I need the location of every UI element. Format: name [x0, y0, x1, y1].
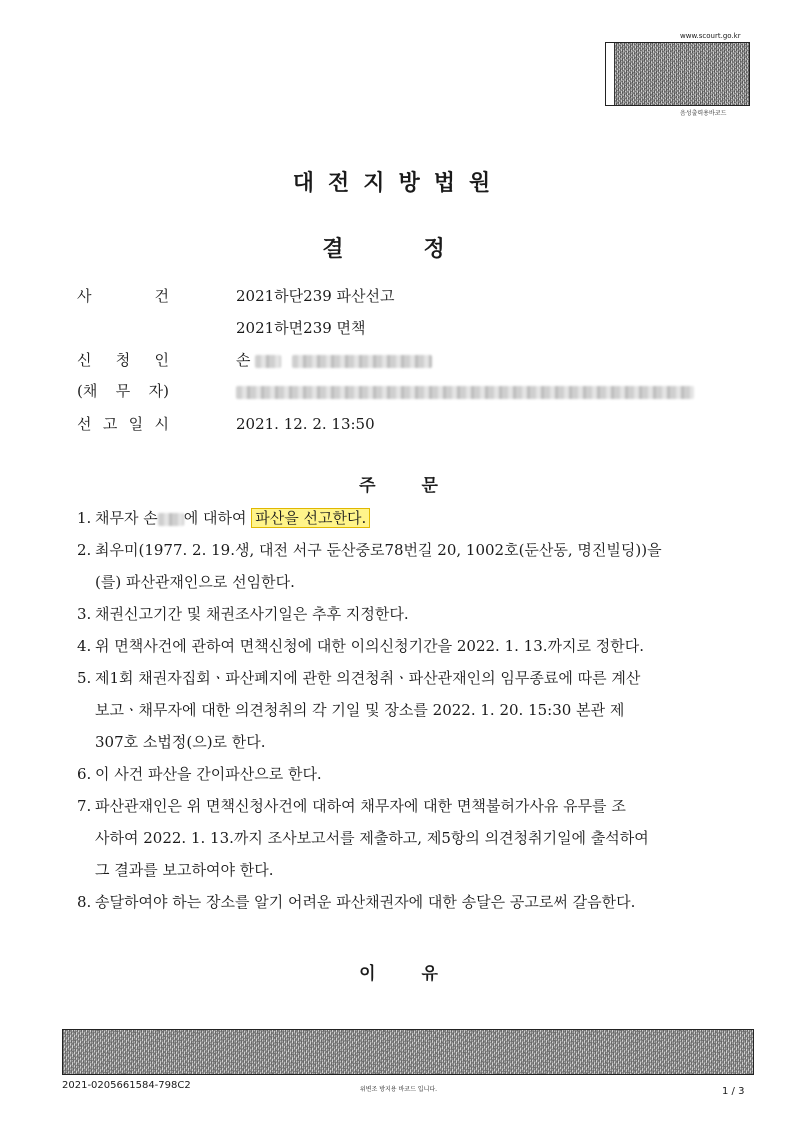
highlighted-ruling: 파산을 선고한다.: [251, 508, 370, 528]
order-item-4: 4. 위 면책사건에 관하여 면책신청에 대한 이의신청기간을 2022. 1. 13.까지로 정한다.: [77, 637, 645, 655]
redacted-debtor-name: [158, 513, 184, 526]
order-item-1: 1. 채무자 손 에 대하여 파산을 선고한다.: [77, 502, 727, 534]
barcode-note: 위변조 방지용 바코드 입니다.: [359, 1086, 438, 1093]
order-item-3: 3. 채권신고기간 및 채권조사기일은 추후 지정한다.: [77, 605, 409, 623]
order-item-2: 2. 최우미(1977. 2. 19.생, 대전 서구 둔산중로78번길 20, 1002호(둔산동, 명진빌딩))을 (를) 파산관재인으로 선임한다.: [77, 541, 662, 591]
redacted-id: [292, 355, 432, 368]
case-number-bankruptcy: 2021하단239 파산선고: [236, 287, 395, 305]
order-item-7: 7. 파산관재인은 위 면책신청사건에 대하여 채무자에 대한 면책불허가사유 유무를 조 사하여 2022. 1. 13.까지 조사보고서를 제출하고, 제5항의 의견청취기일에 출석하여 그 결과를 보고하여야 한다.: [77, 797, 649, 879]
applicant-label: 신 청 인: [77, 351, 169, 369]
order-item-5: 5. 제1회 채권자집회ㆍ파산폐지에 관한 의견청취ㆍ파산관재인의 임무종료에 따른 계산 보고ㆍ채무자에 대한 의견청취의 각 기일 및 장소를 2022. 1. 20. 15:30 본관 제 307호 소법정(으)로 한다.: [77, 669, 641, 751]
date-label: 선 고 일 시: [77, 415, 169, 433]
case-number-discharge: 2021하면239 면책: [236, 319, 366, 337]
applicant-name: 손: [236, 350, 432, 370]
redacted-name: [255, 355, 281, 368]
page-number: 1 / 3: [722, 1086, 745, 1097]
reason-heading: 이유: [359, 964, 484, 984]
audio-barcode-label: 음성출력용바코드: [680, 110, 727, 117]
order-heading: 주문: [359, 476, 484, 496]
redacted-address: [236, 386, 694, 399]
case-label: 사 건: [77, 287, 169, 305]
order-item-6: 6. 이 사건 파산을 간이파산으로 한다.: [77, 765, 322, 783]
court-url: www.scourt.go.kr: [680, 32, 741, 40]
anti-forgery-barcode: [62, 1029, 754, 1075]
court-name: 대전지방법원: [292, 170, 505, 196]
debtor-label: (채 무 자): [77, 382, 169, 400]
document-title: 결정: [322, 236, 525, 262]
order-item-8: 8. 송달하여야 하는 장소를 알기 어려운 파산채권자에 대한 송달은 공고로써 갈음한다.: [77, 893, 636, 911]
document-id: 2021-0205661584-798C2: [62, 1080, 191, 1091]
audio-barcode: [605, 42, 750, 106]
debtor-address: [236, 381, 694, 401]
ruling-datetime: 2021. 12. 2. 13:50: [236, 415, 375, 433]
